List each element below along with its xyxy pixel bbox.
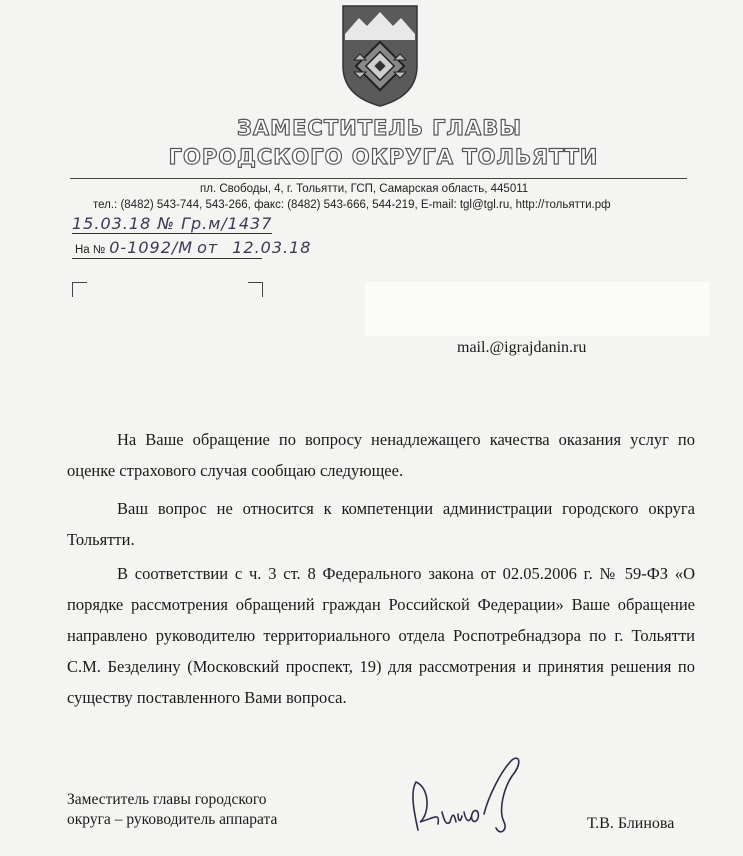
address-corner-left [72,282,87,297]
incoming-underline [72,258,262,259]
signatory-name: Т.В. Блинова [587,815,675,832]
header-divider [70,178,687,179]
incoming-date: 12.03.18 [232,238,312,257]
body-paragraph-1: На Ваше обращение по вопросу ненадлежащего качества оказания услуг по оценке страхового случая сообщаю следующее. [67,430,695,480]
incoming-registration [75,238,311,258]
body-paragraph-3: В соответствии с ч. 3 ст. 8 Федерального закона от 02.05.2006 г. № 59-ФЗ «О порядке рассмотрения обращений граждан Российской Федерации» Ваше обращение направлено руководителю территориального отдела Роспотребнадзора по г. Тольятти С.М. Безделину (Московский проспект, 19) для рассмотрения и принятия решения по существу поставленного Вами вопроса. [67,564,695,707]
outgoing-underline [72,233,272,234]
incoming-number: 0-1092/М [109,238,194,257]
redacted-recipient-area [365,282,710,336]
header-address: пл. Свободы, 4, г. Тольятти, ГСП, Самарская область, 445011 [200,183,529,195]
header-title-line2: ГОРОДСКОГО ОКРУГА ТОЛЬЯТТИ [168,145,599,169]
outgoing-registration-number: 15.03.18 № Гр.м/1437 [72,214,273,233]
coat-of-arms-icon [341,4,419,108]
address-corner-right [248,282,263,297]
incoming-from-label: от [197,238,219,257]
recipient-email: mail.@igrajdanin.ru [457,339,587,356]
incoming-prefix: На № [75,244,106,256]
signatory-title-line2: округа – руководитель аппарата [67,811,278,828]
handwritten-signature [400,752,540,842]
signatory-title [67,790,277,830]
header-contacts: тел.: (8482) 543-744, 543-266, факс: (8482) 543-666, 544-219, E-mail: tgl@tgl.ru, http://тольятти.рф [93,199,611,211]
header-title-line1: ЗАМЕСТИТЕЛЬ ГЛАВЫ [237,116,522,140]
signatory-title-line1: Заместитель главы городского [67,791,267,808]
body-paragraph-2: Ваш вопрос не относится к компетенции администрации городского округа Тольятти. [67,499,695,549]
